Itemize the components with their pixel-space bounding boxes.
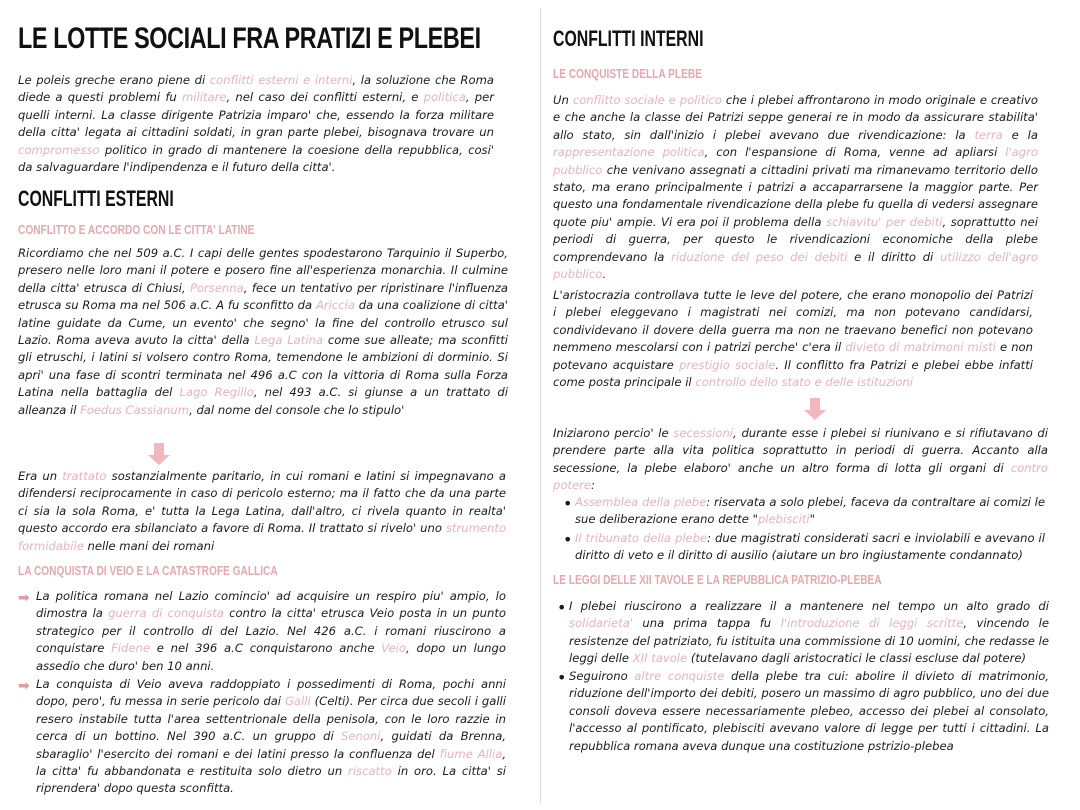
highlighted-term: prestigio sociale: [679, 357, 776, 372]
highlighted-term: Porsenna: [189, 280, 244, 295]
text-run: e non potevano acquistare: [553, 340, 1033, 372]
contropotere-item-1: • Assemblea della plebe: riservata a solo plebei, faceva da contraltare ai comizi le sue deliberazione erano dette "plebisciti": [575, 494, 1045, 529]
text-run: Le poleis greche erano piene di: [18, 73, 210, 87]
highlighted-term: Fidene: [111, 641, 150, 656]
text-run: Iniziarono percio' le: [553, 426, 674, 440]
right-arrow-icon: ➡: [18, 590, 30, 606]
text-run: I plebei riuscirono a realizzare il a mantenere nel tempo un alto grado di: [569, 599, 1049, 613]
text-run: (Celti). Per circa due secoli i galli resero instabile tutta l'area settentrionale della penisola, con le loro razzie in cerca di un bottino. Nel 390 a.C. un gruppo di: [36, 694, 507, 744]
intro-paragraph: [18, 72, 494, 176]
text-run: L'aristocrazia controllava tutte le leve del potere, che erano monopolio dei Patrizi i plebei eleggevano i magistrati nei comizi, ma non potevano candidarsi, condividevano il dovere della guerra ma non ne traevano benefici non potevano nemmeno mescolarsi con i patrizi perche' c'era il: [553, 288, 1033, 355]
latini-paragraph-1: [18, 245, 508, 419]
plebe-paragraph-3: [553, 425, 1048, 495]
text-run: contro la citta' etrusca Veio posta in un punto strategico per il controllo di del Lazio. Nel 426 a.C. i romani riuscirono a conquistare: [36, 606, 506, 656]
section-title-internal: CONFLITTI INTERNI: [553, 26, 704, 51]
text-run: , nel 493 a.C. si giunse a un trattato di alleanza il: [18, 385, 508, 417]
highlighted-term: l'agro pubblico: [553, 145, 1038, 177]
highlighted-term: conflitti esterni e interni: [209, 73, 353, 87]
text-run: , guidati da Brenna, sbaraglio' l'esercito dei romani e dei latini presso la confluenza del: [36, 729, 506, 761]
text-run: .: [602, 267, 607, 282]
text-run: La conquista di Veio aveva raddoppiato i possedimenti di Roma, pochi anni dopo, pero', fu messa in serie pericolo dai: [36, 677, 506, 709]
contropotere-item-2: • Il tribunato della plebe: due magistrati considerati sacri e inviolabili e avevano il diritto di veto e il diritto di ausilio (aiutare un bro ingiustamente condannato): [575, 530, 1045, 565]
leggi-paragraph-2: [569, 668, 1049, 755]
text-run: della plebe tra cui: abolire il divieto di matrimonio, riduzione dell'importo dei debiti, posero un massimo di agro pubblico, uno dei due consoli doveva essere necessariamente plebeo, accesso dei plebei al consolato, l'accesso al pontificato, plebisciti avevano valore di legge per tutti i cittadini. La repubblica romana aveva dunque una costituzione pstrizio-plebea: [569, 669, 1049, 753]
leggi-item-1: • I plebei riuscirono a realizzare il a mantenere nel tempo un alto grado di solidarieta' una prima tappa fu l'introduzione di leggi scritte, vincendo le resistenze del patriziato, fu istituita una commissione di 10 uomini, che redasse le leggi delle XII tavole (tutelavano dagli aristocratici le classi escluse dal potere): [569, 598, 1049, 668]
text-run: e nel 396 a.C conquistarono anche: [149, 641, 382, 656]
subtitle-plebe: LE CONQUISTE DELLA PLEBE: [553, 66, 702, 81]
page-title: LE LOTTE SOCIALI FRA PRATIZI E PLEBEI: [18, 22, 481, 55]
text-run: da una coalizione di citta' latine guidate da Cume, un evento' che segno' la fine del controllo etrusco sul Lazio. Roma aveva avuto la citta' della: [18, 298, 508, 348]
text-run: Era un: [18, 469, 63, 483]
highlighted-term: Veio: [381, 641, 406, 656]
highlighted-term: strumento formidabile: [18, 521, 506, 553]
bullet-assemblea: [575, 494, 1045, 529]
text-run: nelle mani dei romani: [83, 538, 215, 553]
highlighted-term: riduzione del peso dei debiti: [671, 249, 848, 264]
text-run: come sue alleate; ma sconfitti gli etruschi, i latini si volsero contro Roma, temendone le ambizioni di dorminio. Si apri' una fase di scontri terminata nel 496 a.C con la vittoria di Roma sulla Forza Latina nella battaglia del: [18, 333, 508, 400]
text-run: La politica romana nel Lazio comincio' ad acquisire un respiro piu' ampio, lo dimostra la: [36, 589, 506, 621]
text-run: politico in grado di mantenere la coesione della repubblica, cosi' da salvaguardare l'indipendenza e il futuro della citta'.: [18, 142, 494, 175]
text-run: e la: [1002, 127, 1038, 142]
highlighted-term: Senoni: [341, 729, 381, 744]
text-run: (tutelavano dagli aristocratici le classi escluse dal potere): [687, 651, 1027, 666]
subtitle-veio: LA CONQUISTA DI VEIO E LA CATASTROFE GALLICA: [18, 563, 278, 578]
highlighted-term: secessioni: [673, 426, 734, 440]
highlighted-term: Il tribunato della plebe: [575, 531, 708, 545]
highlighted-term: plebisciti: [757, 512, 810, 527]
text-run: : riservata a solo plebei, faceva da contraltare ai comizi le sue deliberazione erano dette ": [575, 495, 1045, 527]
highlighted-term: riscatto: [348, 764, 392, 779]
leggi-item-2: • Seguirono altre conquiste della plebe tra cui: abolire il divieto di matrimonio, riduzione dell'importo dei debiti, posero un massimo di agro pubblico, uno dei due consoli doveva essere necessariamente plebeo, accesso dei plebei al consolato, l'accesso al pontificato, plebisciti avevano valore di legge per tutti i cittadini. La repubblica romana aveva dunque una costituzione pstrizio-plebea: [569, 668, 1049, 755]
highlighted-term: trattato: [62, 469, 107, 483]
veio-item-2: [18, 676, 507, 798]
leggi-paragraph-1: [569, 598, 1049, 668]
latini-paragraph-2: [18, 468, 506, 555]
section-title-external: CONFLITTI ESTERNI: [18, 186, 174, 211]
highlighted-term: rappresentazione politica: [553, 145, 705, 160]
subtitle-leggi: LE LEGGI DELLE XII TAVOLE E LA REPUBBLICA PATRIZIO-PLEBEA: [553, 572, 882, 587]
highlighted-term: Assemblea della plebe: [575, 495, 707, 509]
highlighted-term: utilizzo dell'agro pubblico: [553, 249, 1039, 282]
highlighted-term: guerra di conquista: [108, 606, 224, 621]
highlighted-term: XII tavole: [632, 651, 688, 666]
text-run: che venivano assegnati a cittadini privati ma rimanevamo territorio dello stato, ma erano principalmente i patrizi a accaparrarsene la maggior parte. Per questo una fondamentale rivendicazione della plebe fu quella di vedersi assegnare quote piu' ampie. Vi era poi il problema della: [553, 162, 1038, 229]
highlighted-term: Foedus Cassianum: [80, 402, 190, 417]
highlighted-term: solidarieta': [569, 616, 633, 631]
subtitle-latini: CONFLITTO E ACCORDO CON LE CITTA' LATINE: [18, 222, 255, 237]
veio-paragraph-2: [36, 676, 506, 798]
highlighted-term: Ariccia: [315, 298, 355, 313]
highlighted-term: fiume Allia: [439, 746, 503, 761]
text-run: , vincendo le resistenze del patriziato, fu istituita una commissione di 10 uomini, che redasse le leggi delle: [569, 616, 1049, 666]
highlighted-term: altre conquiste: [634, 669, 725, 683]
highlighted-term: contro potere: [553, 460, 1048, 493]
highlighted-term: compromesso: [18, 142, 100, 157]
text-run: , dopo un lungo assedio che duro' ben 10 anni.: [36, 641, 506, 673]
text-run: , durante esse i plebei si riunivano e si rifiutavano di prendere parte alla vita politica soprattutto in periodi di guerra. Accanto alla secessione, la plebe elaboro' anche un altro forma di lotta gli organi di: [553, 426, 1048, 475]
text-run: in oro. La citta' si riprendera' dopo questa sconfitta.: [36, 764, 506, 796]
highlighted-term: divieto di matrimoni misti: [845, 340, 996, 355]
highlighted-term: conflitto sociale e politico: [572, 93, 722, 107]
highlighted-term: politica: [423, 90, 466, 105]
highlighted-term: Lega Latina: [254, 333, 324, 348]
veio-paragraph-1: [36, 588, 506, 675]
text-run: , nel caso dei conflitti esterni, e: [226, 90, 424, 105]
highlighted-term: Galli: [284, 694, 311, 709]
text-run: Un: [553, 93, 573, 107]
text-run: , con l'espansione di Roma, venne ad apliarsi: [704, 145, 1006, 160]
highlighted-term: terra: [974, 127, 1003, 142]
plebe-paragraph-1: [553, 92, 1038, 283]
text-run: ": [809, 512, 815, 527]
plebe-paragraph-2: [553, 287, 1033, 391]
text-run: . Il conflitto fra Patrizi e plebei ebbe infatti come posta principale il: [553, 357, 1033, 390]
veio-item-1: [18, 588, 506, 675]
right-arrow-icon: ➡: [18, 678, 30, 694]
text-run: , dal nome del console che lo stipulo': [189, 402, 405, 417]
highlighted-term: l'introduzione di leggi scritte: [780, 616, 964, 631]
text-run: , fece un tentativo per ripristinare l'influenza etrusca su Roma ma nel 506 a.C. A fu sconfitto da: [18, 280, 509, 313]
highlighted-term: schiavitu' per debiti: [826, 214, 943, 229]
text-run: :: [591, 478, 595, 493]
text-run: sostanzialmente paritario, in cui romani e latini si impegnavano a difendersi reciprocamente in caso di pericolo esterno; ma il fatto che da una parte ci sia la sola Roma, e' tutta la Lega Latina, dall'altro, ci rivela quanto in realta' questo accordo era sbilanciato a favore di Roma. Il trattato si rivelo' uno: [18, 469, 506, 536]
text-run: , la citta' fu abbandonata e restituita solo dietro un: [36, 746, 506, 779]
column-divider: [540, 8, 541, 803]
text-run: : due magistrati considerati sacri e inviolabili e avevano il diritto di veto e il diritto di ausilio (aiutare un bro ingiustamente condannato): [575, 531, 1045, 563]
highlighted-term: militare: [181, 90, 227, 105]
text-run: , per quelli interni. La classe dirigente Patrizia imparo' che, essendo la forza militare della citta' legata ai cittadini soldati, in gran parte plebei, bisognava trovare un: [18, 90, 494, 140]
highlighted-term: Lago Regillo: [179, 385, 254, 400]
text-run: Seguirono: [569, 669, 635, 683]
text-run: che i plebei affrontarono in modo originale e creativo e che anche la classe dei Patrizi seppe generai re in modo da assicurare stabilita' allo stato, sin dall'inizio i plebei avevano due rivendicazione: la: [553, 93, 1038, 142]
bullet-tribunato: [575, 530, 1045, 565]
text-run: e il diritto di: [847, 249, 941, 264]
text-run: Ricordiamo che nel 509 a.C. I capi delle gentes spodestarono Tarquinio il Superbo, presero nelle loro mani il potere e posero fine all'esperienza monarchia. Il culmine della citta' etrusca di Chiusi,: [18, 246, 508, 295]
highlighted-term: controllo dello stato e delle istituzioni: [695, 375, 913, 390]
text-run: , la soluzione che Roma diede a questi problemi fu: [18, 73, 494, 105]
text-run: una prima tappa fu: [633, 616, 781, 631]
text-run: , soprattutto nei periodi di guerra, per questo le rivendicazioni economiche della plebe comprendevano la: [553, 214, 1039, 264]
